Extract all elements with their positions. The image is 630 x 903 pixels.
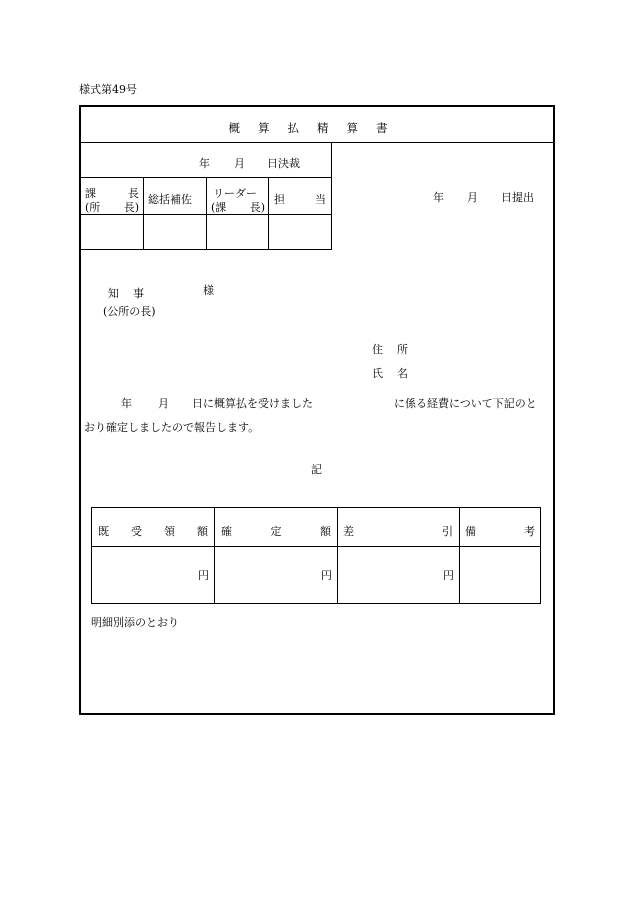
address-label: 住 所: [372, 343, 408, 356]
header-kijuryo: 既 受 領 額: [98, 525, 208, 538]
approval-stamp-row: [81, 214, 331, 249]
header-sashihiki: 差 引: [343, 525, 453, 538]
amount-table: [91, 507, 541, 604]
header-biko: 備 考: [465, 525, 535, 538]
decision-date-row: [81, 142, 331, 178]
submit-day: 日提出: [501, 191, 534, 204]
addressee-alt: (公所の長): [103, 305, 156, 318]
approval-stamp-table: [81, 142, 332, 250]
decision-month: 月: [234, 157, 245, 170]
approval-col-leader: リーダー: [213, 187, 257, 200]
form-number: 様式第49号: [79, 83, 137, 96]
unit-sashihiki: 円: [443, 569, 454, 582]
ki-label: 記: [311, 463, 322, 476]
body-text-cont: に係る経費について下記のと: [394, 397, 537, 410]
approval-col-tanto: 担 当: [274, 193, 326, 206]
decision-day: 日決裁: [267, 157, 300, 170]
submit-year: 年: [433, 191, 444, 204]
name-label: 氏 名: [372, 367, 408, 380]
submit-month: 月: [467, 191, 478, 204]
unit-kakutei: 円: [321, 569, 332, 582]
addressee-name: 知 事: [108, 287, 144, 300]
approval-col-leader-sub: (課 長): [211, 201, 265, 214]
form-frame: [79, 105, 555, 715]
approval-col-sokatsu: 総括補佐: [148, 193, 192, 206]
addressee-honorific: 様: [203, 284, 214, 297]
title-row: [81, 107, 553, 143]
unit-kijuryo: 円: [198, 569, 209, 582]
detail-note: 明細別添のとおり: [91, 616, 179, 629]
form-title: 概算払精算書: [228, 121, 406, 135]
approval-col-kacho: 課 長: [85, 187, 139, 200]
body-text-line2: おり確定しましたので報告します。: [84, 421, 260, 434]
body-year: 年: [121, 397, 132, 410]
approval-header-row: [81, 177, 331, 215]
approval-col-kacho-sub: (所 長): [85, 201, 139, 214]
body-month: 月: [158, 397, 169, 410]
body-day-text: 日に概算払を受けました: [192, 397, 313, 410]
header-kakutei: 確 定 額: [221, 525, 331, 538]
decision-year: 年: [199, 157, 210, 170]
